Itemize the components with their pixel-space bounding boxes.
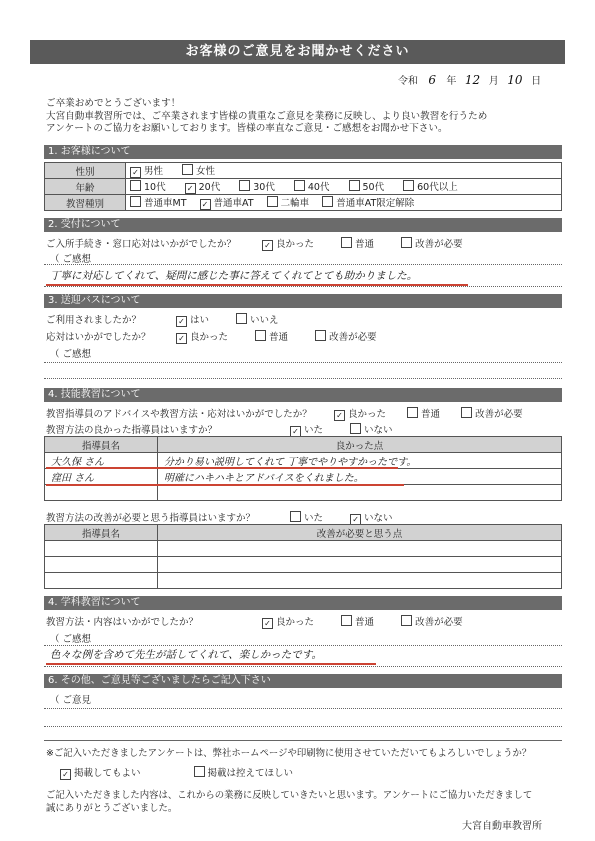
good-instructor-options — [290, 422, 409, 437]
checked-box-icon[interactable]: ✓ — [185, 183, 196, 194]
era: 令和 — [398, 76, 418, 87]
col-header-good-point: 良かった点 — [158, 437, 562, 453]
section-header-skill: 4. 技能教習について — [44, 388, 562, 402]
bus-normal-option[interactable]: 普通 — [255, 329, 288, 343]
instructor-name-cell[interactable]: 大久保 さん — [45, 453, 158, 469]
skill-normal-option[interactable]: 普通 — [407, 406, 440, 420]
age-option[interactable]: 30代 — [239, 179, 275, 193]
checked-box-icon[interactable]: ✓ — [130, 167, 141, 178]
course-option[interactable]: 普通車AT限定解除 — [322, 195, 414, 209]
skill-good-option[interactable]: ✓ 良かった — [334, 406, 386, 421]
red-underline — [46, 484, 404, 486]
instructor-name-cell[interactable] — [45, 541, 158, 557]
section-header-bus: 3. 送迎バスについて — [44, 294, 562, 308]
checkbox-icon[interactable] — [350, 423, 361, 434]
reception-options — [262, 236, 463, 251]
col-header-name: 指導員名 — [45, 437, 158, 453]
checked-box-icon[interactable]: ✓ — [350, 514, 361, 525]
school-signature: 大宮自動車教習所 — [462, 821, 542, 832]
dotted-line — [44, 666, 562, 667]
other-comment-label: （ ご意見 — [50, 695, 92, 706]
dotted-line — [44, 726, 562, 727]
reception-comment[interactable]: 丁寧に対応してくれて、疑問に感じた事に答えてくれてとても助かりました。 — [50, 270, 418, 282]
intro-line: 大宮自動車教習所では、ご卒業されます皆様の貴重なご意見を業務に反映し、より良い教習を行うため — [46, 110, 488, 122]
good-point-cell[interactable]: 明確にハキハキとアドバイスをくれました。 — [158, 469, 562, 485]
age-option[interactable]: 10代 — [130, 179, 166, 193]
table-row — [45, 541, 562, 557]
skill-question: 教習指導員のアドバイスや教習方法・応対はいかがでしたか？ — [46, 409, 312, 420]
checked-box-icon[interactable]: ✓ — [176, 333, 187, 344]
table-row — [45, 557, 562, 573]
checkbox-icon[interactable] — [194, 766, 205, 777]
improve-point-cell[interactable] — [158, 573, 562, 589]
intro-line: ご卒業おめでとうございます！ — [46, 98, 181, 109]
bus-use-question: ご利用されましたか？ — [46, 315, 142, 326]
day-value[interactable]: 10 — [507, 73, 523, 87]
skill-improve-option[interactable]: 改善が必要 — [461, 406, 523, 420]
intro-text — [46, 98, 561, 136]
reception-normal-option[interactable]: 普通 — [341, 236, 374, 250]
dotted-line — [44, 378, 562, 379]
checked-box-icon[interactable]: ✓ — [290, 426, 301, 437]
consent-options — [60, 765, 309, 780]
checked-box-icon[interactable]: ✓ — [176, 316, 187, 327]
table-row — [45, 573, 562, 589]
improve-point-cell[interactable] — [158, 557, 562, 573]
checkbox-icon[interactable] — [407, 407, 418, 418]
checkbox-icon[interactable] — [130, 180, 141, 191]
red-underline — [46, 467, 398, 469]
checkbox-icon[interactable] — [349, 180, 360, 191]
reception-good-option[interactable]: ✓ 良かった — [262, 236, 314, 251]
checkbox-icon[interactable] — [322, 196, 333, 207]
academic-question: 教習方法・内容はいかがでしたか？ — [46, 617, 199, 628]
checked-box-icon[interactable]: ✓ — [262, 618, 273, 629]
academic-comment-label: （ ご感想 — [50, 634, 92, 645]
age-option[interactable]: 60代以上 — [403, 179, 458, 193]
table-row — [45, 485, 562, 501]
skill-options — [334, 406, 523, 421]
checked-box-icon[interactable]: ✓ — [262, 240, 273, 251]
closing-line: ご記入いただきました内容は、これからの業務に反映していきたいと思います。アンケートにご協力いただきまして — [46, 790, 533, 801]
instructor-name-cell[interactable] — [45, 573, 158, 589]
bad-instructor-table — [44, 524, 562, 589]
month-value[interactable]: 12 — [464, 73, 481, 87]
checkbox-icon[interactable] — [315, 330, 326, 341]
consent-deny-option[interactable]: 掲載は控えてほしい — [194, 765, 294, 779]
intro-line: アンケートのご協力をお願いしております。皆様の率直なご意見・ご感想をお聞かせ下さい。 — [46, 123, 448, 134]
checkbox-icon[interactable] — [239, 180, 250, 191]
checkbox-icon[interactable] — [267, 196, 278, 207]
bus-improve-option[interactable]: 改善が必要 — [315, 329, 377, 343]
good-instructor-no[interactable]: いない — [350, 422, 393, 436]
age-label: 年齢 — [45, 179, 126, 195]
checkbox-icon[interactable] — [182, 164, 193, 175]
dotted-line — [44, 286, 562, 287]
bus-service-options — [176, 329, 393, 344]
day-unit: 日 — [531, 76, 542, 87]
consent-question: ※ご記入いただきましたアンケートは、弊社ホームページや印刷物に使用させていただいてもよろしいでしょうか？ — [46, 748, 532, 759]
course-option[interactable]: 二輪車 — [267, 195, 310, 209]
survey-title: お客様のご意見をお聞かせください — [30, 40, 565, 64]
section-header-reception: 2. 受付について — [44, 218, 562, 232]
checked-box-icon[interactable]: ✓ — [60, 769, 71, 780]
checkbox-icon[interactable] — [401, 237, 412, 248]
bad-instructor-options — [290, 510, 409, 525]
instructor-name-cell[interactable]: 窪田 さん — [45, 469, 158, 485]
table-row — [45, 469, 562, 485]
checked-box-icon[interactable]: ✓ — [334, 410, 345, 421]
checkbox-icon[interactable] — [290, 511, 301, 522]
gender-label: 性別 — [45, 163, 126, 179]
bad-instructor-no[interactable]: ✓ いない — [350, 510, 393, 525]
col-header-improve-point: 改善が必要と思う点 — [158, 525, 562, 541]
gender-female-option[interactable]: 女性 — [182, 163, 215, 177]
section-header-other: 6. その他、ご意見等ございましたらご記入下さい — [44, 674, 562, 688]
academic-options — [262, 614, 463, 629]
reception-comment-label: （ ご感想 — [50, 254, 92, 265]
bad-instructor-yes[interactable]: いた — [290, 510, 323, 524]
customer-table — [44, 162, 562, 211]
checkbox-icon[interactable] — [403, 180, 414, 191]
checkbox-icon[interactable] — [341, 237, 352, 248]
age-option[interactable]: 40代 — [294, 179, 330, 193]
section-header-academic: 4. 学科教習について — [44, 596, 562, 610]
dotted-line — [44, 264, 562, 265]
consent-allow-option[interactable]: ✓ 掲載してもよい — [60, 765, 141, 780]
reception-question: ご入所手続き・窓口応対はいかがでしたか？ — [46, 239, 237, 250]
academic-comment[interactable]: 色々な例を含めて先生が話してくれて、楽しかったです。 — [50, 649, 322, 661]
age-option[interactable]: ✓ 20代 — [185, 179, 221, 194]
course-option[interactable]: 普通車MT — [130, 195, 187, 209]
gender-male-option[interactable]: ✓ 男性 — [130, 163, 163, 178]
closing-line: 誠にありがとうございました。 — [46, 802, 178, 814]
checkbox-icon[interactable] — [294, 180, 305, 191]
checked-box-icon[interactable]: ✓ — [200, 199, 211, 210]
closing-text — [46, 790, 566, 815]
academic-improve-option[interactable]: 改善が必要 — [401, 614, 463, 628]
bus-service-question: 応対はいかがでしたか？ — [46, 332, 151, 343]
dotted-line — [44, 362, 562, 363]
age-option[interactable]: 50代 — [349, 179, 385, 193]
academic-good-option[interactable]: ✓ 良かった — [262, 614, 314, 629]
instructor-name-cell[interactable] — [45, 485, 158, 501]
checkbox-icon[interactable] — [461, 407, 472, 418]
bus-good-option[interactable]: ✓ 良かった — [176, 329, 228, 344]
bus-comment-label: （ ご感想 — [50, 349, 92, 360]
checkbox-icon[interactable] — [401, 615, 412, 626]
academic-normal-option[interactable]: 普通 — [341, 614, 374, 628]
instructor-name-cell[interactable] — [45, 557, 158, 573]
bad-instructor-question: 教習方法の改善が必要と思う指導員はいますか？ — [46, 513, 256, 524]
section-header-customer: 1. お客様について — [44, 145, 562, 159]
dotted-line — [44, 708, 562, 709]
reception-improve-option[interactable]: 改善が必要 — [401, 236, 463, 250]
dotted-line — [44, 645, 562, 646]
month-unit: 月 — [488, 76, 499, 87]
checkbox-icon[interactable] — [130, 196, 141, 207]
section-divider — [44, 740, 562, 741]
col-header-name: 指導員名 — [45, 525, 158, 541]
bus-yes-option[interactable]: ✓ はい — [176, 312, 209, 327]
good-instructor-question: 教習方法の良かった指導員はいますか？ — [46, 425, 218, 436]
good-point-cell[interactable] — [158, 485, 562, 501]
improve-point-cell[interactable] — [158, 541, 562, 557]
course-label: 教習種別 — [45, 195, 126, 211]
checkbox-icon[interactable] — [341, 615, 352, 626]
good-instructor-yes[interactable]: ✓ いた — [290, 422, 323, 437]
year-unit: 年 — [446, 76, 457, 87]
date-line — [398, 72, 541, 87]
bus-no-option[interactable]: いいえ — [236, 312, 279, 326]
bus-use-options — [176, 312, 295, 327]
checkbox-icon[interactable] — [255, 330, 266, 341]
red-underline — [46, 663, 376, 665]
course-option[interactable]: ✓ 普通車AT — [200, 195, 254, 210]
year-value[interactable]: 6 — [428, 73, 436, 87]
good-point-cell[interactable]: 分かり易い説明してくれて 丁寧でやりやすかったです。 — [158, 453, 562, 469]
checkbox-icon[interactable] — [236, 313, 247, 324]
